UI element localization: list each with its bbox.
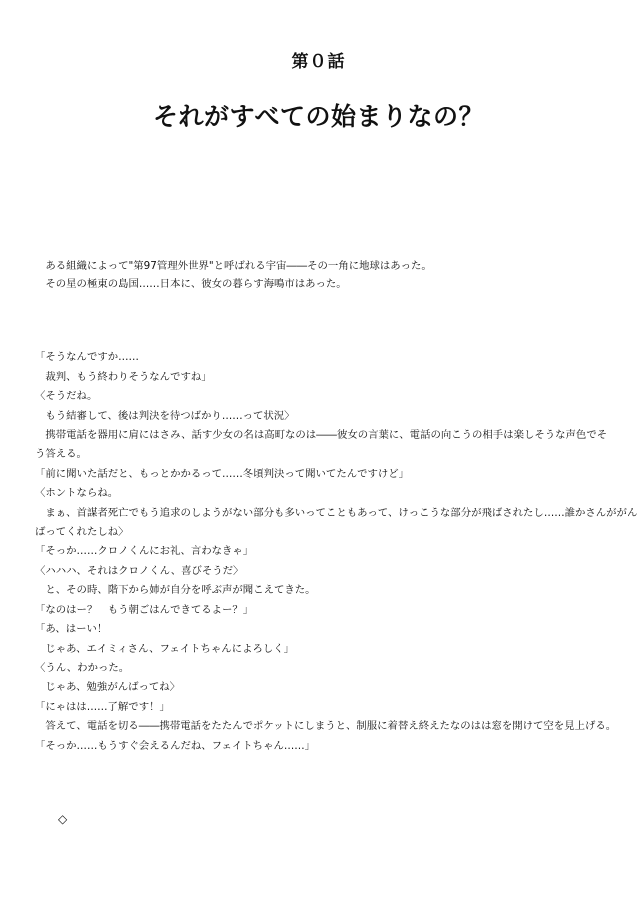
text-line: もう結審して、後は判決を待つばかり……って状況〉 [35,410,295,422]
text-line: じゃあ、勉強がんばってね〉 [35,681,181,693]
chapter-number: 第０話 [291,52,346,72]
text-line: 携帯電話を器用に肩にはさみ、話す少女の名は高町なのは――彼女の言葉に、電話の向こうの相手は楽しそうな声色でそ [35,429,608,441]
text-line: 「そうなんですか…… [35,351,139,363]
text-line: じゃあ、エイミィさん、フェイトちゃんによろしく」 [35,643,295,655]
chapter-title: それがすべての始まりなの？ [152,102,484,131]
text-line: 〈そうだね。 [35,390,98,402]
text-line: 〈ハハハ、それはクロノくん、喜びそうだ〉 [35,565,244,577]
text-line: と、その時、階下から姉が自分を呼ぶ声が聞こえてきた。 [35,584,316,596]
text-line: まぁ、首謀者死亡でもう追求のしようがない部分も多いってこともあって、けっこうな部分が飛ばされたし……誰かさんががん [35,507,637,519]
text-line: 〈ホントならね。 [35,487,119,499]
text-line: 「あ、はーい！ [35,623,108,635]
intro-line: ある組織によって"第97管理外世界"と呼ばれる宇宙――その一角に地球はあった。 [35,260,432,272]
text-line: 「そっか……もうすぐ会えるんだね、フェイトちゃん……」 [35,740,316,752]
section-break-mark: ◇ [58,812,68,826]
text-line: 「にゃはは……了解です！」 [35,701,170,713]
text-line: 〈うん、わかった。 [35,662,130,674]
text-line: う答える。 [35,448,87,460]
text-line: ばってくれたしね〉 [35,526,129,538]
text-line: 「そっか……クロノくんにお礼、言わなきゃ」 [35,545,254,557]
text-line: 「なのはー？ もう朝ごはんできてるよー？」 [35,604,254,616]
intro-line: その星の極東の島国……日本に、彼女の暮らす海鳴市はあった。 [35,278,347,290]
text-line: 裁判、もう終わりそうなんですね」 [35,371,212,383]
text-line: 答えて、電話を切る――携帯電話をたたんでポケットにしまうと、制服に着替え終えたなのはは窓を開けて空を見上げる。 [35,720,617,732]
text-line: 「前に聞いた話だと、もっとかかるって……冬頃判決って聞いてたんですけど」 [35,468,410,480]
